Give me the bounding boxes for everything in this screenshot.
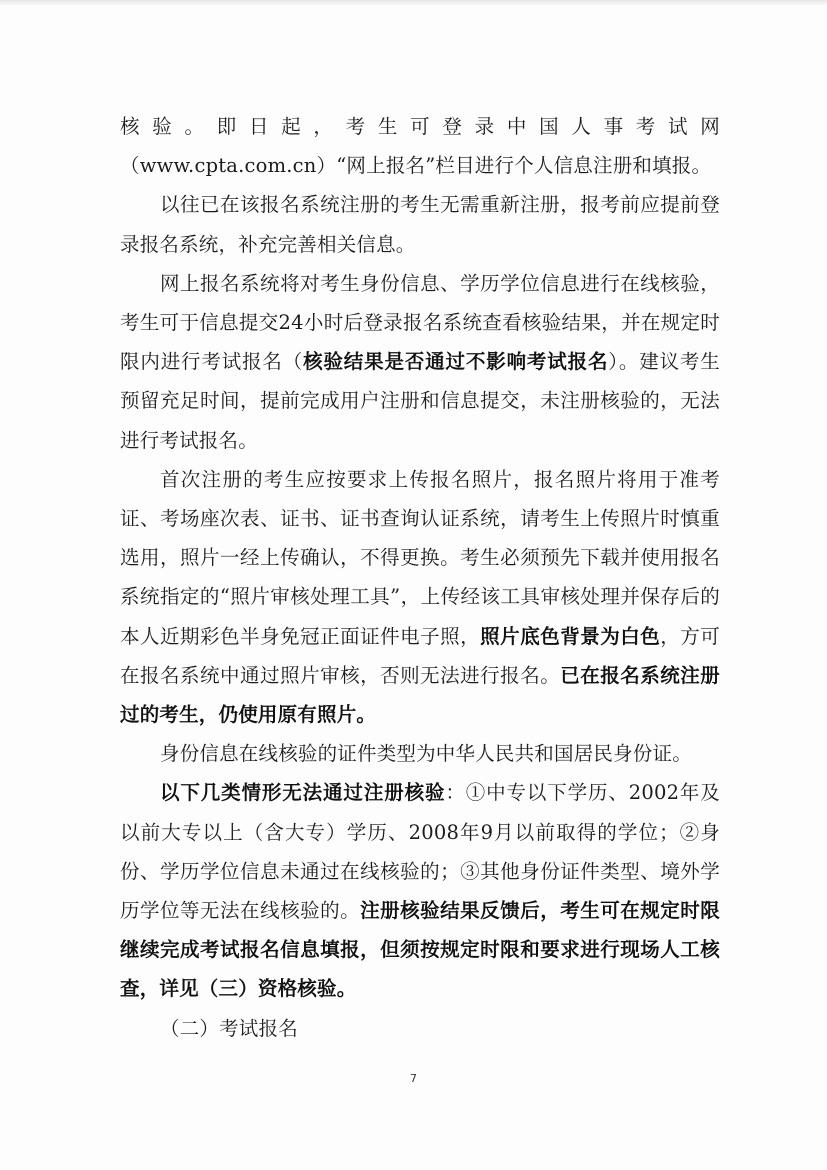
paragraph-text: 核验。即日起，考生可登录中国人事考试网（www.cpta.com.cn）“网上报名”栏目进行个人信息注册和填报。 [120,115,720,178]
paragraph-registration-intro [120,107,720,185]
paragraph-online-verification [120,264,720,460]
bold-emphasis: 核验结果是否通过不影响考试报名 [303,350,609,374]
paragraph-id-type [120,734,720,773]
bold-emphasis: 以下几类情形无法通过注册核验 [160,781,446,805]
page-number: 7 [410,1072,417,1085]
paragraph-verification-exceptions [120,773,720,1008]
paragraph-text: ）。建议考生预留充足时间，提前完成用户注册和信息提交，未注册核验的，无法进行考试报名。 [120,350,720,452]
paragraph-photo-upload [120,460,720,734]
paragraph-existing-users [120,185,720,263]
section-heading: （二）考试报名 [160,1016,298,1040]
paragraph-text: 身份信息在线核验的证件类型为中华人民共和国居民身份证。 [160,742,692,766]
bold-emphasis: 照片底色背景为白色 [480,624,661,648]
paragraph-text: 网上报名系统将对考生身份信息、学历学位信息进行在线核验，考生可于信息提交24小时后登录报名系统查看核验结果，并在规定时限内进行考试报名（ [120,271,720,374]
paragraph-text: 首次注册的考生应按要求上传报名照片，报名照片将用于准考证、考场座次表、证书、证书查询认证系统，请考生上传照片时慎重选用，照片一经上传确认，不得更换。考生必须预先下载并使用报名系统指定的“照片审核处理工具”，上传经该工具审核处理并保存后的本人近期彩色半身免冠正面证件电子照， [120,467,720,648]
scan-edge-shade [0,0,827,6]
paragraph-text: ：①中专以下学历、2002年及以前大专以上（含大专）学历、2008年9月以前取得的学位；②身份、学历学位信息未通过在线核验的；③其他身份证件类型、境外学历学位等无法在线核验的。 [120,781,720,923]
paragraph-text: 以往已在该报名系统注册的考生无需重新注册，报考前应提前登录报名系统，补充完善相关信息。 [120,193,720,256]
bold-emphasis: 注册核验结果反馈后，考生可在规定时限继续完成考试报名信息填报，但须按规定时限和要求进行现场人工核查，详见（三）资格核验。 [120,899,720,1001]
bold-emphasis: 已在报名系统注册过的考生，仍使用原有照片。 [120,663,720,727]
document-body [120,107,720,1048]
paragraph-text: ，方可在报名系统中通过照片审核，否则无法进行报名。 [120,624,720,687]
